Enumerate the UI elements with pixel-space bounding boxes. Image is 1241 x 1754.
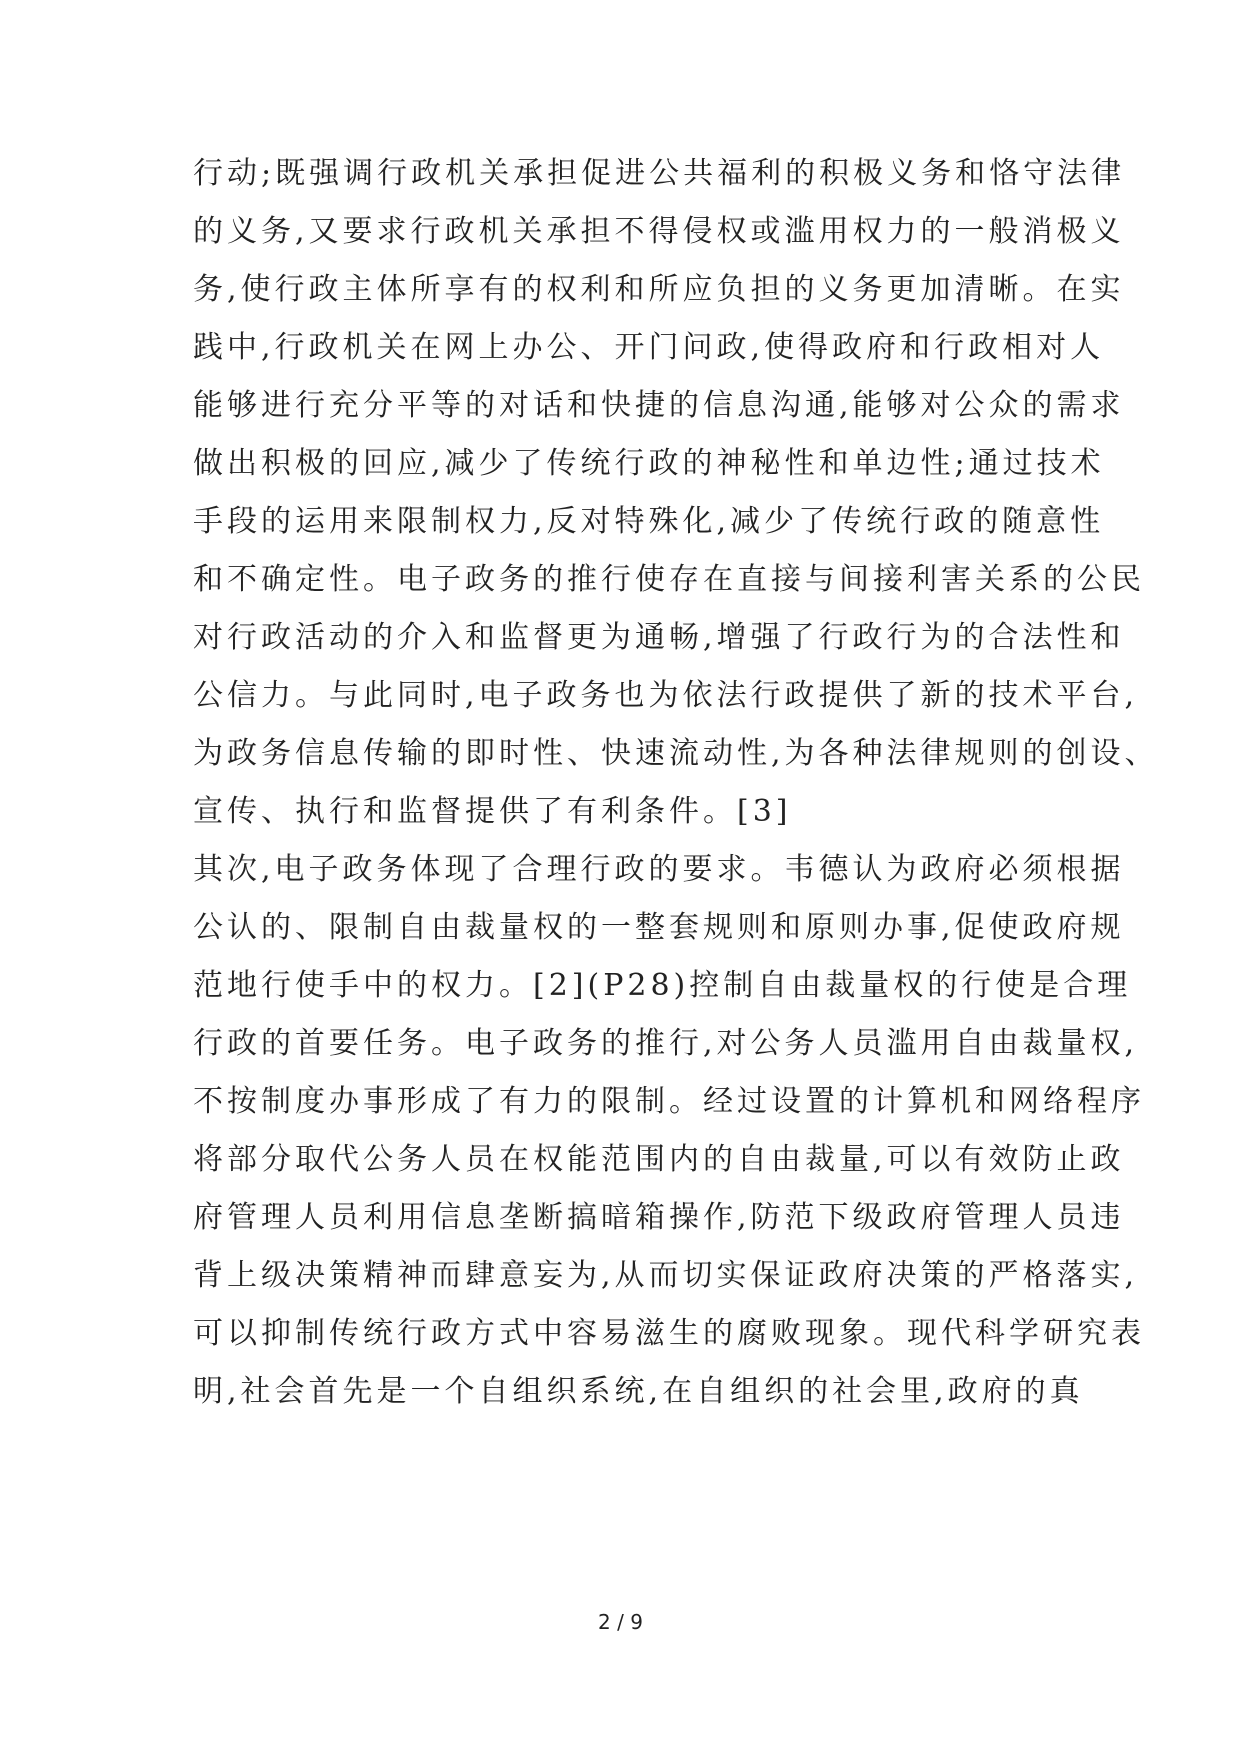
text-line: 的义务,又要求行政机关承担不得侵权或滥用权力的一般消极义 [193, 214, 1125, 249]
text-line: 践中,行政机关在网上办公、开门问政,使得政府和行政相对人 [193, 330, 1105, 365]
text-line: 不按制度办事形成了有力的限制。经过设置的计算机和网络程序 [193, 1084, 1145, 1119]
text-line: 其次,电子政务体现了合理行政的要求。韦德认为政府必须根据 [193, 852, 1125, 887]
text-line: 为政务信息传输的即时性、快速流动性,为各种法律规则的创设、 [193, 736, 1159, 771]
text-line: 能够进行充分平等的对话和快捷的信息沟通,能够对公众的需求 [193, 388, 1125, 423]
text-line: 公信力。与此同时,电子政务也为依法行政提供了新的技术平台, [193, 678, 1139, 713]
text-line: 公认的、限制自由裁量权的一整套规则和原则办事,促使政府规 [193, 910, 1125, 945]
text-line: 宣传、执行和监督提供了有利条件。[3] [193, 794, 792, 829]
text-line: 行动;既强调行政机关承担促进公共福利的积极义务和恪守法律 [193, 156, 1126, 191]
text-line: 明,社会首先是一个自组织系统,在自组织的社会里,政府的真 [193, 1374, 1084, 1409]
text-line: 对行政活动的介入和监督更为通畅,增强了行政行为的合法性和 [193, 620, 1125, 655]
text-line: 将部分取代公务人员在权能范围内的自由裁量,可以有效防止政 [193, 1142, 1125, 1177]
text-line: 范地行使手中的权力。[2](P28)控制自由裁量权的行使是合理 [193, 968, 1132, 1003]
text-line: 和不确定性。电子政务的推行使存在直接与间接利害关系的公民 [193, 562, 1145, 597]
text-line: 做出积极的回应,减少了传统行政的神秘性和单边性;通过技术 [193, 446, 1105, 481]
text-line: 务,使行政主体所享有的权利和所应负担的义务更加清晰。在实 [193, 272, 1125, 307]
page-number: 2 / 9 [598, 1610, 643, 1634]
text-line: 可以抑制传统行政方式中容易滋生的腐败现象。现代科学研究表 [193, 1316, 1145, 1351]
text-line: 背上级决策精神而肆意妄为,从而切实保证政府决策的严格落实, [193, 1258, 1139, 1293]
text-line: 手段的运用来限制权力,反对特殊化,减少了传统行政的随意性 [193, 504, 1105, 539]
text-line: 府管理人员利用信息垄断搞暗箱操作,防范下级政府管理人员违 [193, 1200, 1125, 1235]
text-line: 行政的首要任务。电子政务的推行,对公务人员滥用自由裁量权, [193, 1026, 1139, 1061]
